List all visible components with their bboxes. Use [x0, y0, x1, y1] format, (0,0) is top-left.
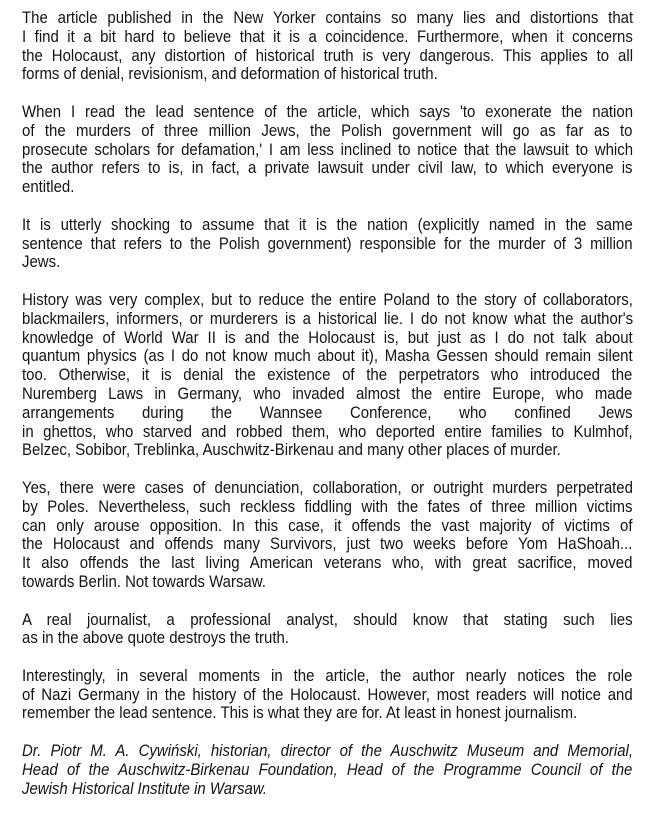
text-line: of the murders of three million Jews, the Polish government will go as far as to — [22, 120, 633, 140]
text-line: History was very complex, but to reduce the entire Poland to the story of collaborators, — [22, 289, 633, 309]
text-line: in ghettos, who starved and robbed them, who deported entire families to Kulmhof, — [22, 421, 633, 441]
text-line: quantum physics (as I do not know much about it), Masha Gessen should remain silent — [22, 346, 633, 366]
text-line: It is utterly shocking to assume that it is the nation (explicitly named in the same — [22, 214, 633, 234]
text-line: prosecute scholars for defamation,' I am less inclined to notice that the lawsuit to which — [22, 139, 634, 159]
text-line: forms of denial, revisionism, and deformation of historical truth. — [22, 64, 438, 84]
text-line: knowledge of World War II is and the Holocaust is, but just as I do not talk about — [22, 327, 633, 347]
paragraph-denunciation — [22, 479, 633, 592]
text-line: Interestingly, in several moments in the article, the author nearly notices the role — [22, 665, 633, 685]
paragraph-intro — [22, 9, 633, 84]
text-line: as in the above quote destroys the truth. — [22, 628, 289, 648]
text-line: The article published in the New Yorker contains so many lies and distortions that — [22, 8, 634, 27]
paragraph-history — [22, 291, 633, 460]
text-line: remember the lead sentence. This is what they are for. At least in honest journalism. — [22, 703, 578, 723]
paragraph-lead-sentence — [22, 103, 633, 197]
text-line: Belzec, Sobibor, Treblinka, Auschwitz-Birkenau and many other places of murder. — [22, 440, 561, 460]
author-signature — [22, 742, 633, 798]
signature-line: Jewish Historical Institute in Warsaw. — [22, 778, 267, 798]
text-line: entitled. — [22, 177, 75, 197]
paragraph-interestingly — [22, 667, 633, 723]
paragraph-shocking — [22, 216, 633, 272]
paragraph-journalist — [22, 611, 633, 649]
text-line: blackmailers, informers, or murderers is a historical lie. I do not know what the author's — [22, 308, 634, 328]
text-line: I find it a bit hard to believe that it is a coincidence. Furthermore, when it concerns — [22, 26, 633, 46]
signature-line: Head of the Auschwitz-Birkenau Foundation, Head of the Programme Council of the — [22, 759, 633, 779]
text-line: the author refers to is, in fact, a private lawsuit under civil law, to which everyone is — [22, 158, 633, 178]
text-line: the Holocaust, any distortion of historical truth is very dangerous. This applies to all — [22, 45, 634, 65]
text-line: too. Otherwise, it is denial the existence of the perpetrators who introduced the — [22, 365, 633, 385]
text-line: Jews. — [22, 252, 61, 272]
text-line: towards Berlin. Not towards Warsaw. — [22, 571, 266, 591]
text-line: A real journalist, a professional analyst, should know that stating such lies — [22, 609, 633, 629]
text-line: sentence that refers to the Polish government) responsible for the murder of 3 million — [22, 233, 633, 253]
text-line: of Nazi Germany in the history of the Holocaust. However, most readers will notice and — [22, 684, 633, 704]
statement-document — [22, 9, 633, 817]
text-line: the Holocaust and offends many Survivors, just two weeks before Yom HaShoah... — [22, 534, 633, 554]
text-line: arrangements during the Wannsee Conference, who confined Jews — [22, 402, 633, 422]
text-line: It also offends the last living American veterans who, with great sacrifice, moved — [22, 553, 633, 573]
signature-line: Dr. Piotr M. A. Cywiński, historian, director of the Auschwitz Museum and Memorial, — [22, 741, 633, 761]
text-line: by Poles. Nevertheless, such reckless fiddling with the fates of three million victims — [22, 496, 633, 516]
text-line: Nuremberg Laws in Germany, who invaded almost the entire Europe, who made — [22, 383, 633, 403]
text-line: When I read the lead sentence of the article, which says 'to exonerate the nation — [22, 101, 634, 121]
text-line: Yes, there were cases of denunciation, collaboration, or outright murders perpetrated — [22, 477, 633, 497]
text-line: can only arouse opposition. In this case, it offends the vast majority of victims of — [22, 515, 633, 535]
